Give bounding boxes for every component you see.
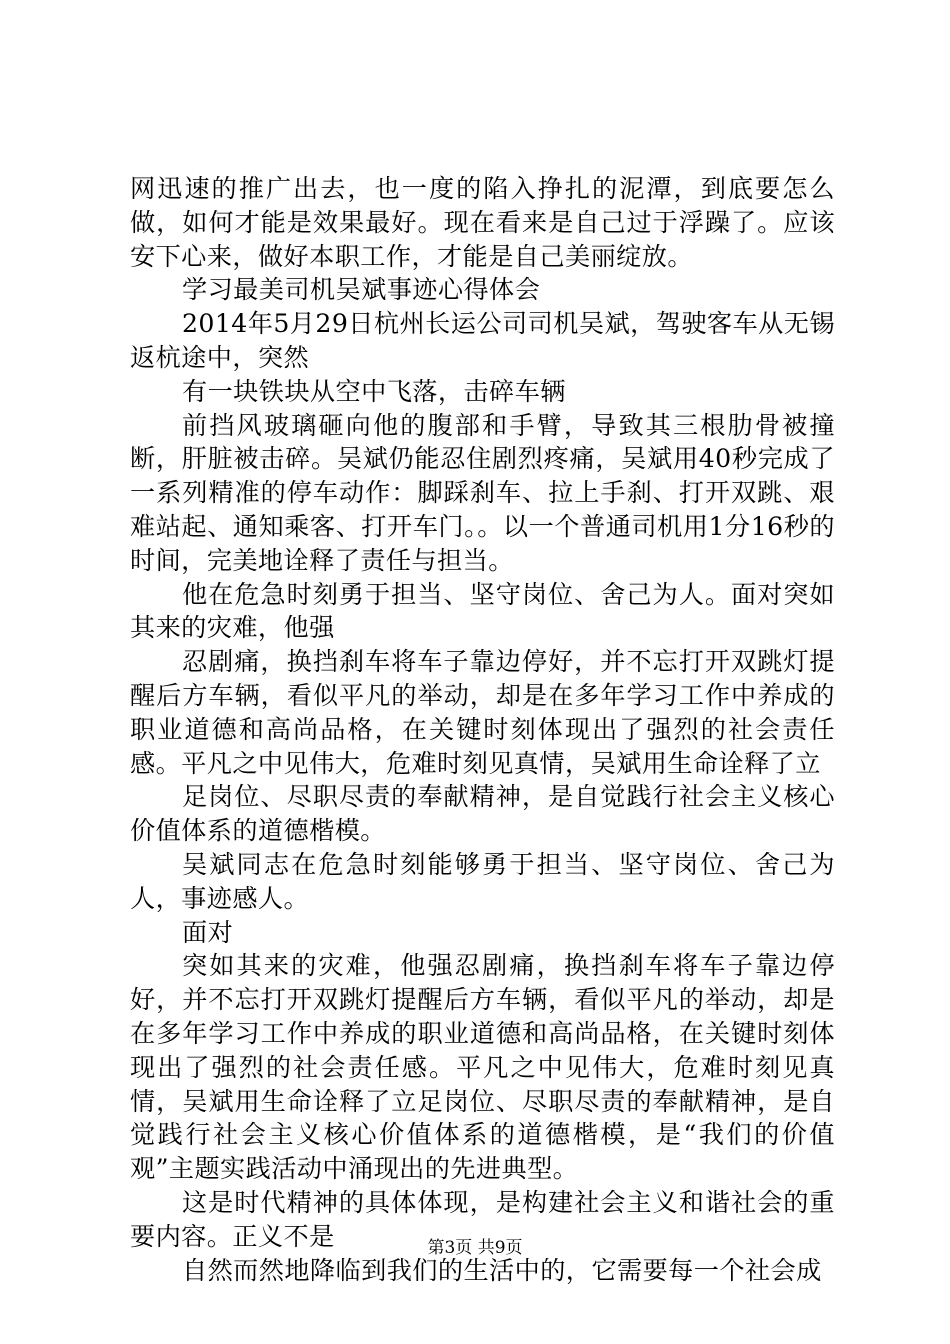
paragraph: 前挡风玻璃砸向他的腹部和手臂，导致其三根肋骨被撞断，肝脏被击碎。吴斌仍能忍住剧烈疼痛，吴斌用40秒完成了一系列精准的停车动作：脚踩刹车、拉上手刹、打开双跳、艰难站起、通知乘客、打开车门。。以一个普通司机用1分16秒的时间，完美地诠释了责任与担当。 — [130, 410, 835, 575]
paragraph: 自然而然地降临到我们的生活中的，它需要每一个社会成 — [182, 1255, 822, 1285]
page-number: 第3页 共9页 — [427, 1238, 523, 1258]
paragraph: 这是时代精神的具体体现，是构建社会主义和谐社会的重要内容。正义不是 — [130, 1187, 835, 1251]
paragraph: 足岗位、尽职尽责的奉献精神，是自觉践行社会主义核心价值体系的道德楷模。 — [130, 782, 835, 846]
paragraph: 突如其来的灾难，他强忍剧痛，换挡刹车将车子靠边停好，并不忘打开双跳灯提醒后方车辆，看似平凡的举动，却是在多年学习工作中养成的职业道德和高尚品格，在关键时刻体现出了强烈的社会责任感。平凡之中见伟大，危难时刻见真情，吴斌用生命诠释了立足岗位、尽职尽责的奉献精神，是自觉践行社会主义核心价值体系的道德楷模，是“我们的价值观”主题实践活动中涌现出的先进典型。 — [130, 951, 835, 1184]
paragraph: 学习最美司机吴斌事迹心得体会 — [182, 275, 541, 305]
paragraph: 吴斌同志在危急时刻能够勇于担当、坚守岗位、舍己为人，事迹感人。 — [130, 849, 835, 913]
body-text — [130, 172, 835, 1287]
paragraph: 面对 — [182, 917, 234, 947]
paragraph: 网迅速的推广出去，也一度的陷入挣扎的泥潭，到底要怎么做，如何才能是效果最好。现在看来是自己过于浮躁了。应该安下心来，做好本职工作，才能是自己美丽绽放。 — [130, 174, 835, 271]
paragraph: 有一块铁块从空中飞落，击碎车辆 — [182, 376, 566, 406]
paragraph: 2014年5月29日杭州长运公司司机吴斌，驾驶客车从无锡返杭途中，突然 — [130, 309, 835, 372]
paragraph: 他在危急时刻勇于担当、坚守岗位、舍己为人。面对突如其来的灾难，他强 — [130, 579, 835, 643]
paragraph: 忍剧痛，换挡刹车将车子靠边停好，并不忘打开双跳灯提醒后方车辆，看似平凡的举动，却是在多年学习工作中养成的职业道德和高尚品格，在关键时刻体现出了强烈的社会责任感。平凡之中见伟大，危难时刻见真情，吴斌用生命诠释了立 — [130, 647, 835, 778]
